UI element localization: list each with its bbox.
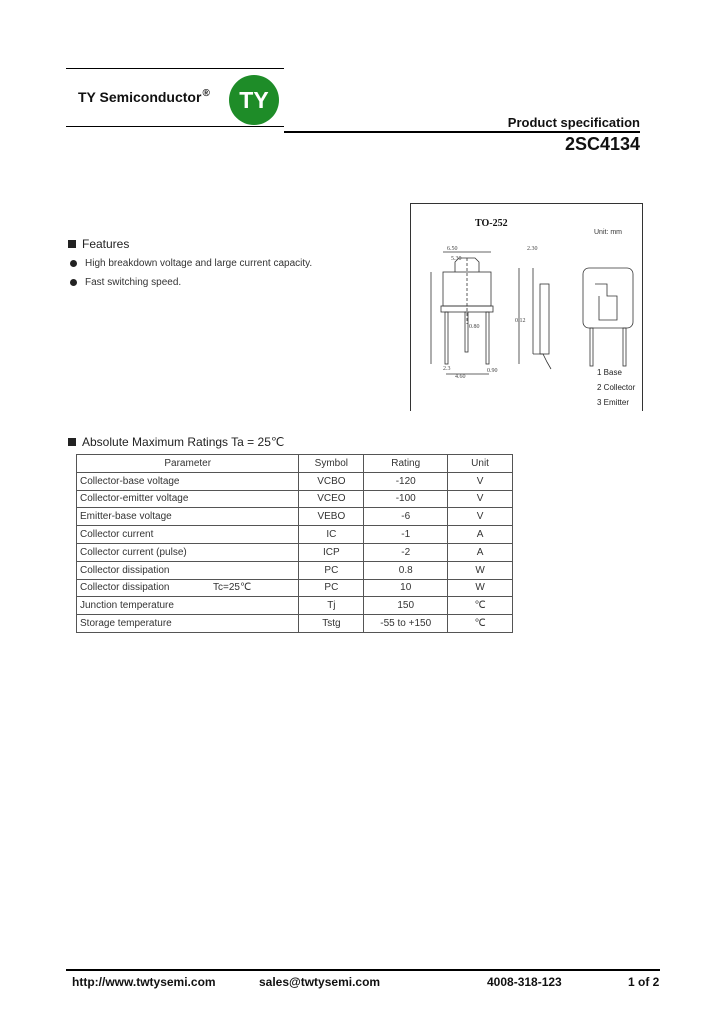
package-heatsink-back <box>595 284 617 320</box>
unit-cell: A <box>448 526 513 544</box>
registered-mark: ® <box>202 88 210 99</box>
unit-cell: W <box>448 561 513 579</box>
rating-cell: 150 <box>364 597 448 615</box>
rating-cell: -100 <box>364 490 448 508</box>
parameter-cell: Collector current <box>77 526 299 544</box>
table-row <box>77 615 513 633</box>
table-row <box>77 472 513 490</box>
svg-text:0.80: 0.80 <box>469 324 480 330</box>
condition-text: Tc=25℃ <box>213 581 252 593</box>
page-number: 1 of 2 <box>628 975 660 989</box>
package-name: TO-252 <box>475 218 508 229</box>
company-logo: TY <box>229 75 279 125</box>
table-row <box>77 490 513 508</box>
parameter-text: Collector dissipation <box>80 582 170 594</box>
parameter-cell: Collector-emitter voltage <box>77 490 299 508</box>
table-row <box>77 579 513 597</box>
square-bullet-icon <box>68 438 76 446</box>
ratings-table <box>76 454 513 633</box>
lead-3 <box>486 312 489 364</box>
table-row <box>77 543 513 561</box>
feature-text: High breakdown voltage and large current capacity. <box>85 258 313 269</box>
footer-rule <box>66 969 660 971</box>
package-side-body <box>540 284 549 354</box>
svg-text:4.60: 4.60 <box>455 374 466 380</box>
bullet-icon <box>70 279 77 286</box>
column-header: Unit <box>448 455 513 473</box>
square-bullet-icon <box>68 240 76 248</box>
rating-cell: -1 <box>364 526 448 544</box>
table-header-row <box>77 455 513 473</box>
package-body-back <box>583 268 633 328</box>
feature-item <box>70 258 312 269</box>
parameter-cell: Collector-base voltage <box>77 472 299 490</box>
feature-text: Fast switching speed. <box>85 277 182 288</box>
header-rule-left <box>66 126 284 127</box>
symbol-cell: PC <box>299 561 364 579</box>
rating-cell: -120 <box>364 472 448 490</box>
table-row <box>77 508 513 526</box>
unit-cell: V <box>448 490 513 508</box>
package-outline-panel <box>410 203 643 411</box>
header-rule-top <box>66 68 284 69</box>
svg-text:0.90: 0.90 <box>487 368 498 374</box>
table-row <box>77 526 513 544</box>
features-title: Features <box>82 237 130 251</box>
symbol-cell: Tstg <box>299 615 364 633</box>
footer-phone: 4008-318-123 <box>487 975 562 989</box>
table-row <box>77 597 513 615</box>
bullet-icon <box>70 260 77 267</box>
rating-cell: 10 <box>364 579 448 597</box>
unit-cell: ℃ <box>448 615 513 633</box>
svg-text:6.50: 6.50 <box>447 246 458 252</box>
symbol-cell: VCEO <box>299 490 364 508</box>
symbol-cell: PC <box>299 579 364 597</box>
parameter-cell: Collector dissipation <box>77 561 299 579</box>
rating-cell: -55 to +150 <box>364 615 448 633</box>
column-header: Symbol <box>299 455 364 473</box>
parameter-cell: Collector current (pulse) <box>77 543 299 561</box>
parameter-cell: Storage temperature <box>77 615 299 633</box>
document-type: Product specification <box>507 115 640 130</box>
unit-cell: A <box>448 543 513 561</box>
rating-cell: -2 <box>364 543 448 561</box>
brand-text: TY Semiconductor <box>78 89 202 105</box>
pin-label-emitter: 3 Emitter <box>597 398 630 407</box>
symbol-cell: Tj <box>299 597 364 615</box>
header-rule-right <box>284 131 640 133</box>
footer-email[interactable]: sales@twtysemi.com <box>259 975 381 989</box>
parameter-cell: Junction temperature <box>77 597 299 615</box>
pin-label-base: 1 Base <box>597 368 622 377</box>
brand-name <box>78 89 210 105</box>
lead-1 <box>445 312 448 364</box>
rating-cell: 0.8 <box>364 561 448 579</box>
symbol-cell: IC <box>299 526 364 544</box>
column-header: Rating <box>364 455 448 473</box>
unit-cell: V <box>448 472 513 490</box>
lead-back-left <box>590 328 593 366</box>
parameter-cell <box>77 579 299 597</box>
symbol-cell: VEBO <box>299 508 364 526</box>
unit-cell: ℃ <box>448 597 513 615</box>
features-heading <box>68 237 129 251</box>
column-header: Parameter <box>77 455 299 473</box>
symbol-cell: ICP <box>299 543 364 561</box>
ratings-title: Absolute Maximum Ratings Ta = 25℃ <box>82 435 285 449</box>
lead-2 <box>465 312 468 352</box>
symbol-cell: VCBO <box>299 472 364 490</box>
svg-text:0.12: 0.12 <box>515 318 526 324</box>
parameter-cell: Emitter-base voltage <box>77 508 299 526</box>
table-row <box>77 561 513 579</box>
feature-item <box>70 277 181 288</box>
part-number: 2SC4134 <box>564 134 640 154</box>
footer-website[interactable]: http://www.twtysemi.com <box>72 975 216 989</box>
ratings-heading <box>68 435 284 449</box>
pin-label-collector: 2 Collector <box>597 383 636 392</box>
unit-cell: W <box>448 579 513 597</box>
svg-text:2.30: 2.30 <box>527 246 538 252</box>
svg-text:2.3: 2.3 <box>443 366 451 372</box>
lead-back-right <box>623 328 626 366</box>
unit-cell: V <box>448 508 513 526</box>
package-unit: Unit: mm <box>594 229 622 236</box>
svg-text:5.30: 5.30 <box>451 256 462 262</box>
rating-cell: -6 <box>364 508 448 526</box>
